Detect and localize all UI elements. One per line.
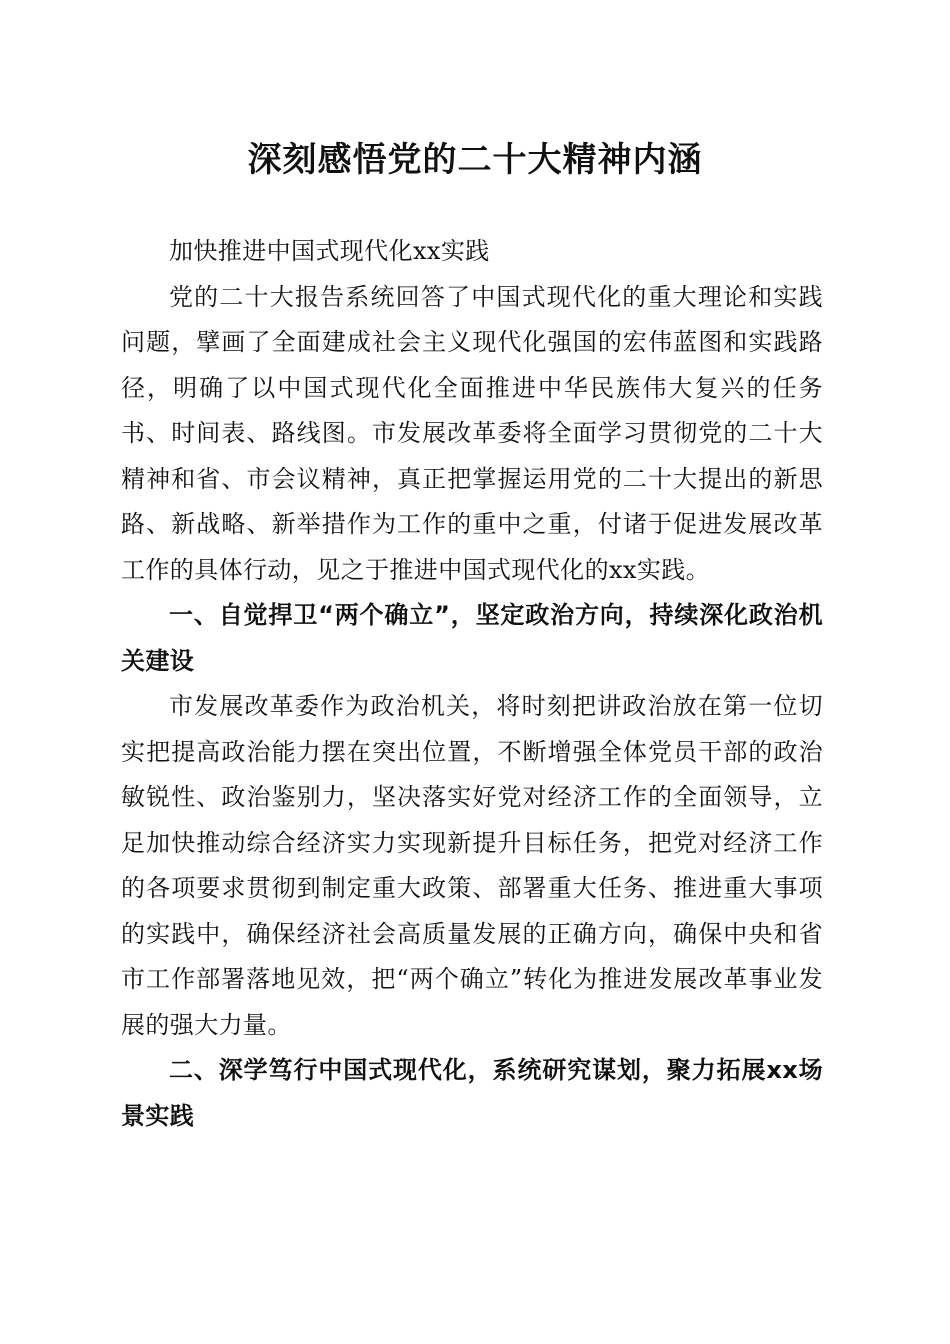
document-body bbox=[121, 229, 823, 1139]
section-2-heading: 二、深学笃行中国式现代化，系统研究谋划，聚力拓展xx场景实践 bbox=[121, 1056, 823, 1130]
section-1-paragraph: 市发展改革委作为政治机关，将时刻把讲政治放在第一位切实把提高政治能力摆在突出位置，不断增强全体党员干部的政治敏锐性、政治鉴别力，坚决落实好党对经济工作的全面领导，立足加快推动综合经济实力实现新提升目标任务，把党对经济工作的各项要求贯彻到制定重大政策、部署重大任务、推进重大事项的实践中，确保经济社会高质量发展的正确方向，确保中央和省市工作部署落地见效，把“两个确立”转化为推进发展改革事业发展的强大力量。 bbox=[121, 692, 823, 1039]
subtitle-line: 加快推进中国式现代化xx实践 bbox=[169, 237, 490, 265]
document-title: 深刻感悟党的二十大精神内涵 bbox=[247, 140, 703, 180]
intro-paragraph: 党的二十大报告系统回答了中国式现代化的重大理论和实践问题，擘画了全面建成社会主义现代化强国的宏伟蓝图和实践路径，明确了以中国式现代化全面推进中华民族伟大复兴的任务书、时间表、路线图。市发展改革委将全面学习贯彻党的二十大精神和省、市会议精神，真正把掌握运用党的二十大提出的新思路、新战略、新举措作为工作的重中之重，付诸于促进发展改革工作的具体行动，见之于推进中国式现代化的xx实践。 bbox=[121, 282, 823, 584]
section-1-heading: 一、自觉捍卫“两个确立”，坚定政治方向，持续深化政治机关建设 bbox=[121, 601, 823, 675]
